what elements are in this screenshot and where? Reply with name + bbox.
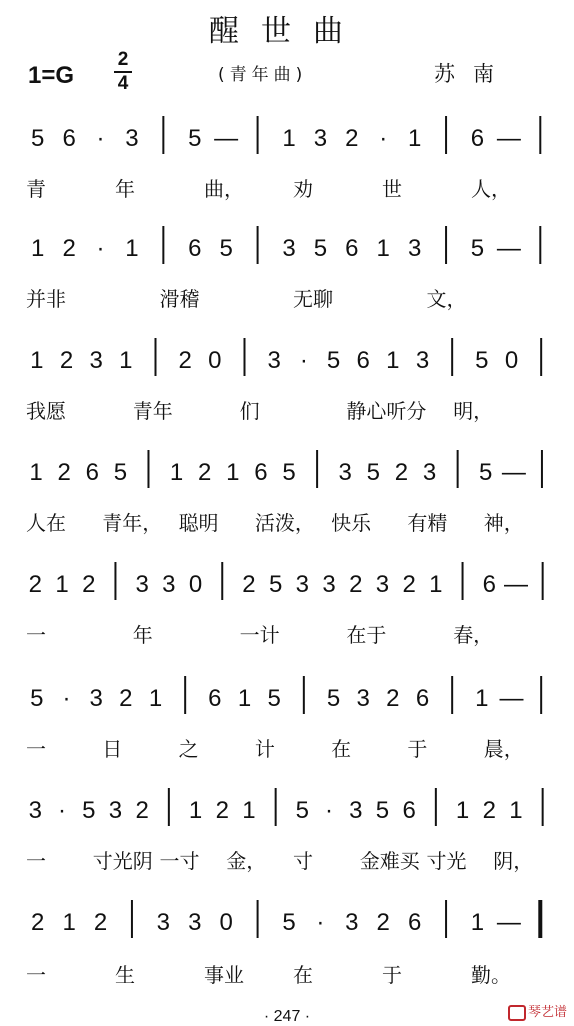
- note: 1: [376, 235, 390, 262]
- note: 5: [282, 459, 296, 486]
- note: 2: [135, 797, 149, 824]
- note: 5: [113, 459, 128, 486]
- note: 0: [219, 909, 233, 936]
- score-system: [26, 676, 541, 761]
- note: 5: [375, 797, 390, 824]
- note: 2: [402, 571, 416, 598]
- note: 6: [62, 125, 76, 152]
- note: 5: [219, 235, 233, 262]
- augmentation-dot: ·: [62, 685, 71, 712]
- note: 2: [386, 685, 400, 712]
- lyric-syllable: 生: [115, 963, 135, 987]
- note: 1: [226, 459, 240, 486]
- lyric-syllable: 寸: [293, 849, 313, 873]
- dash-note: —: [214, 125, 239, 152]
- note: 5: [82, 797, 96, 824]
- note: 3: [322, 571, 336, 598]
- score-system: [26, 226, 540, 311]
- score-system: [26, 450, 542, 535]
- logo-text: 琴艺谱: [528, 1005, 568, 1020]
- lyric-syllable: 年: [115, 177, 135, 201]
- note: 1: [29, 459, 43, 486]
- note: 1: [242, 797, 256, 824]
- lyric-syllable: 无聊: [293, 287, 333, 311]
- note: 0: [188, 571, 203, 598]
- note: 6: [208, 685, 222, 712]
- lyric-syllable: 金，: [226, 849, 267, 873]
- note: 6: [254, 459, 268, 486]
- lyric-syllable: 们: [239, 399, 260, 423]
- note: 2: [93, 909, 108, 936]
- note: 0: [208, 347, 222, 374]
- augmentation-dot: ·: [58, 797, 67, 824]
- note: 5: [479, 459, 493, 486]
- lyric-syllable: 神，: [483, 511, 524, 535]
- note: 5: [366, 459, 380, 486]
- note: 1: [282, 125, 296, 152]
- lyric-syllable: 勤。: [471, 963, 511, 987]
- lyric-syllable: 曲，: [204, 177, 244, 201]
- note: 3: [282, 235, 296, 262]
- note: 2: [394, 459, 409, 486]
- note: 2: [59, 347, 74, 374]
- note: 1: [475, 685, 489, 712]
- note: 3: [125, 125, 139, 152]
- note: 3: [313, 125, 328, 152]
- note: 2: [62, 235, 76, 262]
- dash-note: —: [499, 685, 524, 712]
- note: 3: [108, 797, 123, 824]
- note: 1: [148, 685, 163, 712]
- dash-note: —: [496, 125, 521, 152]
- lyric-syllable: 活泼，: [254, 511, 315, 535]
- note: 6: [356, 347, 370, 374]
- lyric-syllable: 一: [26, 623, 46, 647]
- augmentation-dot: ·: [299, 347, 308, 374]
- lyric-syllable: 一: [26, 963, 46, 987]
- lyric-syllable: 文，: [426, 287, 467, 311]
- note: 5: [326, 685, 341, 712]
- note: 3: [295, 571, 310, 598]
- note: 3: [89, 347, 103, 374]
- song-origin: 苏南: [434, 62, 512, 86]
- note: 1: [55, 571, 69, 598]
- augmentation-dot: ·: [316, 909, 325, 936]
- note: 3: [356, 685, 370, 712]
- song-title: 醒世曲: [209, 14, 365, 49]
- note: 3: [349, 797, 363, 824]
- note: 3: [135, 571, 149, 598]
- lyric-syllable: 青年，: [102, 511, 163, 535]
- dash-note: —: [496, 909, 521, 936]
- note: 3: [422, 459, 437, 486]
- note: 3: [156, 909, 171, 936]
- lyric-syllable: 于: [407, 737, 428, 761]
- note: 5: [470, 235, 485, 262]
- note: 3: [162, 571, 176, 598]
- note: 2: [57, 459, 71, 486]
- note: 5: [31, 125, 45, 152]
- lyric-syllable: 年: [132, 623, 153, 647]
- note: 5: [188, 125, 202, 152]
- note: 1: [125, 235, 139, 262]
- note: 3: [267, 347, 281, 374]
- key-signature: 1=G: [28, 62, 75, 89]
- note: 1: [429, 571, 443, 598]
- lyric-syllable: 青年: [132, 399, 173, 423]
- note: 1: [509, 797, 523, 824]
- note: 2: [198, 459, 212, 486]
- lyric-syllable: 阴，: [493, 849, 534, 873]
- note: 3: [28, 797, 43, 824]
- lyric-syllable: 有精: [407, 511, 448, 535]
- note: 1: [119, 347, 133, 374]
- lyric-syllable: 日: [102, 737, 123, 761]
- note: 3: [407, 235, 422, 262]
- lyric-syllable: 事业: [204, 963, 244, 987]
- lyric-syllable: 世: [382, 177, 402, 201]
- lyric-syllable: 于: [382, 963, 402, 987]
- lyric-syllable: 一: [26, 849, 46, 873]
- note: 5: [267, 685, 281, 712]
- time-signature-bottom: 4: [117, 73, 129, 94]
- score-system: [26, 562, 543, 647]
- dash-note: —: [503, 571, 528, 598]
- lyric-syllable: 之: [178, 737, 199, 761]
- lyric-syllable: 春，: [453, 623, 494, 647]
- lyric-syllable: 寸光阴: [92, 849, 153, 873]
- lyric-syllable: 人，: [471, 177, 511, 201]
- lyric-syllable: 人在: [26, 511, 66, 535]
- lyric-syllable: 滑稽: [159, 287, 200, 311]
- note: 6: [402, 797, 416, 824]
- note: 2: [482, 797, 496, 824]
- note: 1: [386, 347, 400, 374]
- note: 1: [455, 797, 470, 824]
- note: 3: [345, 909, 359, 936]
- note: 2: [31, 909, 45, 936]
- augmentation-dot: ·: [96, 235, 105, 262]
- note: 2: [178, 347, 192, 374]
- note: 3: [89, 685, 103, 712]
- lyric-syllable: 一寸: [159, 849, 200, 873]
- note: 1: [62, 909, 76, 936]
- page-number: · 247 ·: [263, 1008, 311, 1025]
- note: 5: [268, 571, 283, 598]
- lyric-syllable: 计: [254, 737, 275, 761]
- lyric-syllable: 晨，: [483, 737, 524, 761]
- note: 3: [415, 347, 430, 374]
- lyric-syllable: 静心听分: [346, 399, 427, 423]
- note: 1: [169, 459, 184, 486]
- note: 5: [282, 909, 296, 936]
- note: 2: [349, 571, 363, 598]
- note: 2: [119, 685, 133, 712]
- note: 2: [345, 125, 359, 152]
- note: 2: [242, 571, 256, 598]
- augmentation-dot: ·: [325, 797, 334, 824]
- score-system: [26, 788, 543, 873]
- note: 5: [30, 685, 44, 712]
- score-system: [26, 900, 540, 987]
- lyric-syllable: 快乐: [331, 511, 372, 535]
- note: 3: [188, 909, 202, 936]
- lyric-syllable: 寸光: [426, 849, 467, 873]
- piano-logo-icon: [508, 1005, 526, 1021]
- note: 1: [237, 685, 252, 712]
- time-signature-top: 2: [117, 49, 129, 70]
- dash-note: —: [501, 459, 526, 486]
- score-system: [26, 338, 541, 423]
- note: 5: [295, 797, 310, 824]
- augmentation-dot: ·: [379, 125, 388, 152]
- song-subtitle: (青年曲): [218, 65, 308, 85]
- note: 6: [85, 459, 99, 486]
- note: 1: [407, 125, 422, 152]
- dash-note: —: [496, 235, 521, 262]
- note: 3: [338, 459, 352, 486]
- score-system: [26, 116, 540, 201]
- lyric-syllable: 在: [331, 737, 352, 761]
- note: 1: [188, 797, 203, 824]
- note: 6: [415, 685, 430, 712]
- lyric-syllable: 明，: [453, 399, 494, 423]
- site-logo: [508, 1001, 567, 1021]
- lyric-syllable: 我愿: [26, 399, 66, 423]
- augmentation-dot: ·: [96, 125, 105, 152]
- lyric-syllable: 在于: [346, 623, 387, 647]
- note: 2: [215, 797, 229, 824]
- note: 5: [326, 347, 341, 374]
- lyric-syllable: 金难买: [359, 849, 420, 873]
- lyric-syllable: 一: [26, 737, 46, 761]
- note: 6: [188, 235, 202, 262]
- note: 6: [407, 909, 422, 936]
- note: 5: [313, 235, 328, 262]
- note: 6: [482, 571, 496, 598]
- lyric-syllable: 劝: [293, 177, 313, 201]
- lyric-syllable: 青: [26, 177, 46, 201]
- note: 2: [376, 909, 390, 936]
- note: 1: [30, 347, 44, 374]
- note: 5: [475, 347, 489, 374]
- lyric-syllable: 并非: [26, 287, 66, 311]
- note: 6: [470, 125, 485, 152]
- note: 2: [28, 571, 43, 598]
- note: 6: [345, 235, 359, 262]
- note: 3: [375, 571, 390, 598]
- lyric-syllable: 一计: [239, 623, 280, 647]
- note: 2: [82, 571, 96, 598]
- lyric-syllable: 在: [293, 963, 313, 987]
- lyric-syllable: 聪明: [178, 511, 219, 535]
- note: 1: [31, 235, 45, 262]
- note: 0: [504, 347, 519, 374]
- note: 1: [470, 909, 485, 936]
